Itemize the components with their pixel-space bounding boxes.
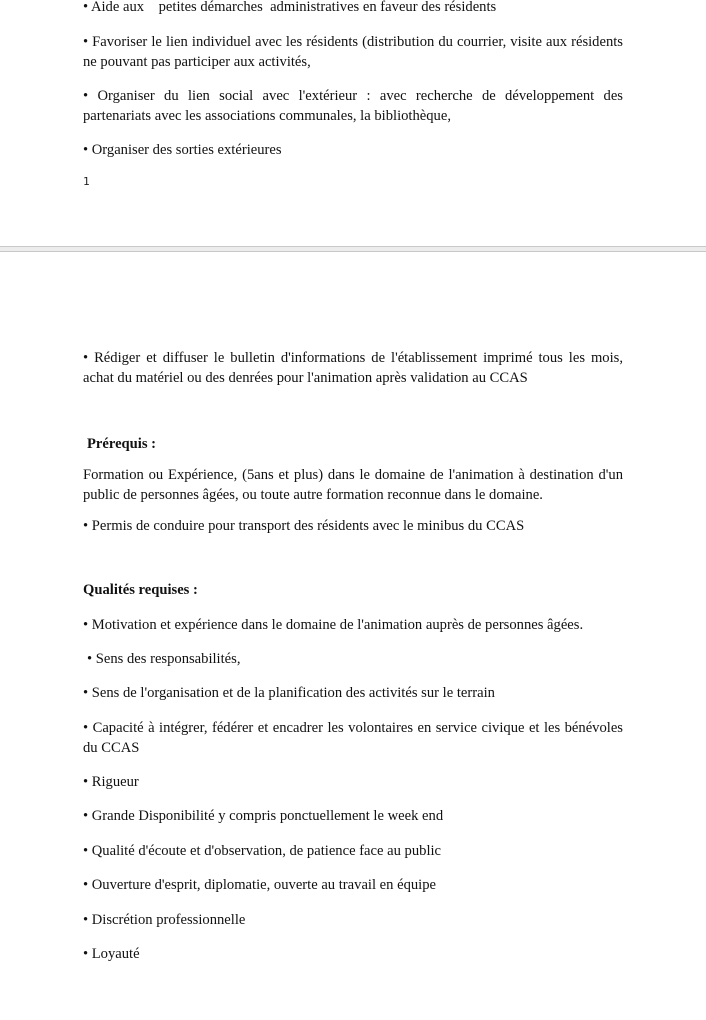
section-heading-prerequis: Prérequis :	[87, 436, 157, 452]
list-item: • Organiser des sorties extérieures	[83, 142, 282, 158]
list-item: • Rédiger et diffuser le bulletin d'informations de l'établissement imprimé tous les mois, achat du matériel ou des denrées pour l'animation après validation au CCAS	[83, 350, 623, 386]
list-item: • Loyauté	[83, 946, 140, 962]
section-heading-qualites: Qualités requises :	[83, 582, 198, 598]
document-page-1	[0, 0, 706, 246]
list-item: • Organiser du lien social avec l'extérieur : avec recherche de développement des partenariats avec les associations communales, la bibliothèque,	[83, 88, 623, 124]
list-item: • Aide aux petites démarches administratives en faveur des résidents	[83, 0, 497, 15]
document-page-2	[0, 252, 706, 1020]
list-item: • Grande Disponibilité y compris ponctuellement le week end	[83, 808, 444, 824]
list-item: • Ouverture d'esprit, diplomatie, ouverte au travail en équipe	[83, 877, 437, 893]
list-item: • Permis de conduire pour transport des résidents avec le minibus du CCAS	[83, 518, 525, 534]
page-number: 1	[83, 175, 90, 188]
prerequis-text: Formation ou Expérience, (5ans et plus) dans le domaine de l'animation à destination d'un public de personnes âgées, ou toute autre formation reconnue dans le domaine.	[83, 467, 623, 503]
list-item: • Qualité d'écoute et d'observation, de patience face au public	[83, 843, 442, 859]
list-item: • Sens de l'organisation et de la planification des activités sur le terrain	[83, 685, 495, 701]
list-item: • Favoriser le lien individuel avec les résidents (distribution du courrier, visite aux résidents ne pouvant pas participer aux activités,	[83, 34, 623, 70]
list-item: • Motivation et expérience dans le domaine de l'animation auprès de personnes âgées.	[83, 617, 584, 633]
list-item: • Sens des responsabilités,	[87, 651, 241, 667]
list-item: • Rigueur	[83, 774, 139, 790]
list-item: • Discrétion professionnelle	[83, 912, 246, 928]
list-item: • Capacité à intégrer, fédérer et encadrer les volontaires en service civique et les bénévoles du CCAS	[83, 720, 623, 756]
